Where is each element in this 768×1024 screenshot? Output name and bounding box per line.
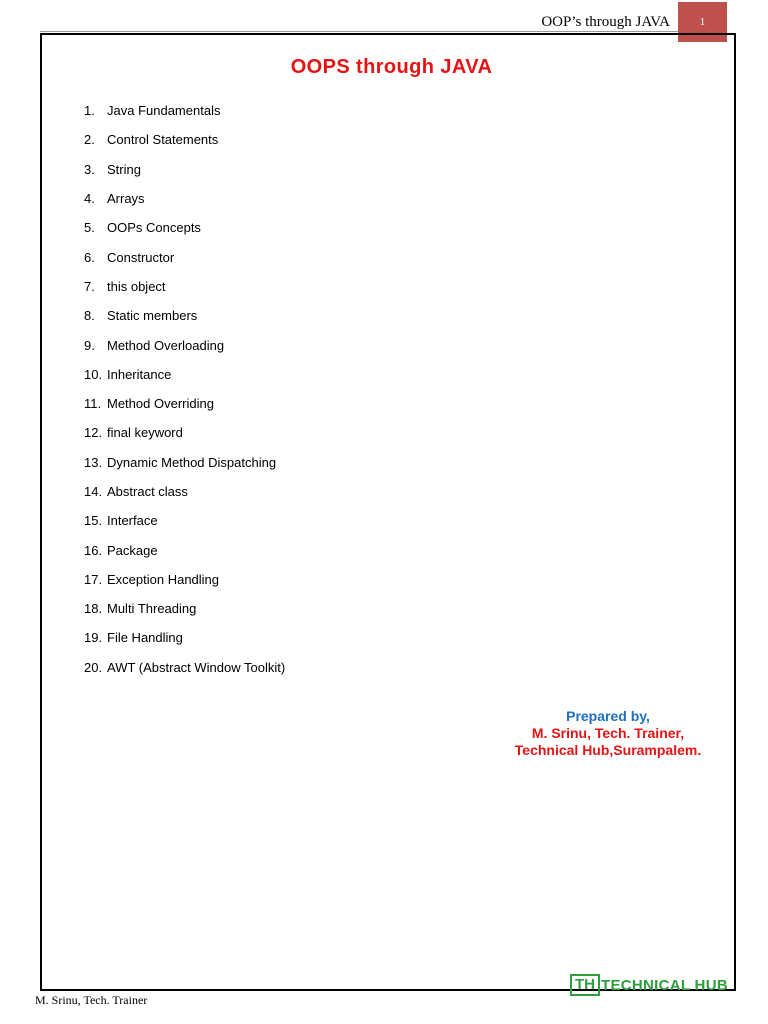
toc-item bbox=[84, 272, 285, 301]
header-title: OOP’s through JAVA bbox=[541, 14, 670, 30]
toc-number: 3. bbox=[84, 161, 95, 177]
toc-label: OOPs Concepts bbox=[107, 220, 201, 236]
toc-item bbox=[84, 184, 285, 213]
toc-label: Java Fundamentals bbox=[107, 103, 221, 119]
toc-number: 19. bbox=[84, 630, 103, 646]
toc-label: Method Overloading bbox=[107, 337, 225, 353]
toc-label: Abstract class bbox=[107, 484, 188, 499]
toc-label: Static members bbox=[107, 308, 198, 324]
toc-item bbox=[84, 360, 285, 389]
toc-number: 13. bbox=[84, 454, 103, 470]
toc-item bbox=[84, 565, 285, 594]
toc-item bbox=[84, 448, 285, 477]
toc-number: 4. bbox=[84, 191, 95, 207]
toc-label: final keyword bbox=[107, 425, 183, 441]
author-name: M. Srinu, Tech. Trainer, bbox=[531, 725, 685, 741]
toc-number: 15. bbox=[84, 513, 103, 529]
document-title: OOPS through JAVA bbox=[290, 56, 493, 78]
table-of-contents bbox=[84, 96, 285, 682]
prepared-by-label: Prepared by, bbox=[566, 708, 650, 724]
toc-number: 12. bbox=[84, 425, 103, 441]
logo-mark: TH bbox=[570, 974, 600, 996]
toc-label: this object bbox=[107, 278, 166, 294]
toc-number: 10. bbox=[84, 366, 103, 382]
toc-label: Constructor bbox=[107, 249, 175, 265]
toc-label: File Handling bbox=[107, 630, 183, 646]
toc-number: 17. bbox=[84, 571, 103, 587]
toc-item bbox=[84, 213, 285, 242]
toc-item bbox=[84, 535, 285, 564]
toc-number: 5. bbox=[84, 220, 95, 236]
toc-label: Method Overriding bbox=[107, 396, 214, 412]
page-number: 1 bbox=[678, 2, 727, 42]
toc-number: 16. bbox=[84, 542, 103, 558]
organization-name: Technical Hub,Surampalem. bbox=[514, 742, 702, 758]
toc-number: 2. bbox=[84, 132, 95, 148]
toc-item bbox=[84, 96, 285, 125]
toc-item bbox=[84, 242, 285, 271]
toc-label: String bbox=[107, 161, 141, 177]
toc-label: Dynamic Method Dispatching bbox=[107, 454, 277, 470]
toc-label: Package bbox=[107, 542, 158, 558]
toc-label: Interface bbox=[107, 513, 158, 529]
toc-number: 14. bbox=[84, 484, 103, 499]
toc-number: 7. bbox=[84, 278, 95, 294]
toc-item bbox=[84, 594, 285, 623]
technical-hub-logo bbox=[570, 972, 736, 998]
toc-label: Multi Threading bbox=[107, 601, 197, 617]
toc-label: Arrays bbox=[107, 191, 145, 207]
toc-label: Exception Handling bbox=[107, 571, 220, 587]
toc-number: 18. bbox=[84, 601, 103, 617]
toc-item bbox=[84, 623, 285, 652]
logo-text: TECHNICAL HUB bbox=[601, 977, 728, 994]
toc-number: 6. bbox=[84, 249, 95, 265]
toc-number: 11. bbox=[84, 396, 102, 412]
toc-item bbox=[84, 125, 285, 154]
toc-item bbox=[84, 506, 285, 535]
toc-item bbox=[84, 418, 285, 447]
header-divider bbox=[40, 31, 678, 32]
toc-number: 20. bbox=[84, 659, 103, 675]
footer-text: M. Srinu, Tech. Trainer bbox=[35, 993, 148, 1007]
toc-label: Inheritance bbox=[107, 366, 172, 382]
toc-number: 1. bbox=[84, 103, 95, 119]
toc-item bbox=[84, 653, 285, 682]
credits-block bbox=[440, 708, 768, 759]
toc-item bbox=[84, 477, 285, 506]
toc-number: 8. bbox=[84, 308, 95, 324]
toc-item bbox=[84, 301, 285, 330]
toc-label: Control Statements bbox=[107, 132, 219, 148]
toc-item bbox=[84, 155, 285, 184]
toc-number: 9. bbox=[84, 337, 95, 353]
toc-item bbox=[84, 389, 285, 418]
toc-label: AWT (Abstract Window Toolkit) bbox=[107, 659, 286, 675]
toc-item bbox=[84, 330, 285, 359]
